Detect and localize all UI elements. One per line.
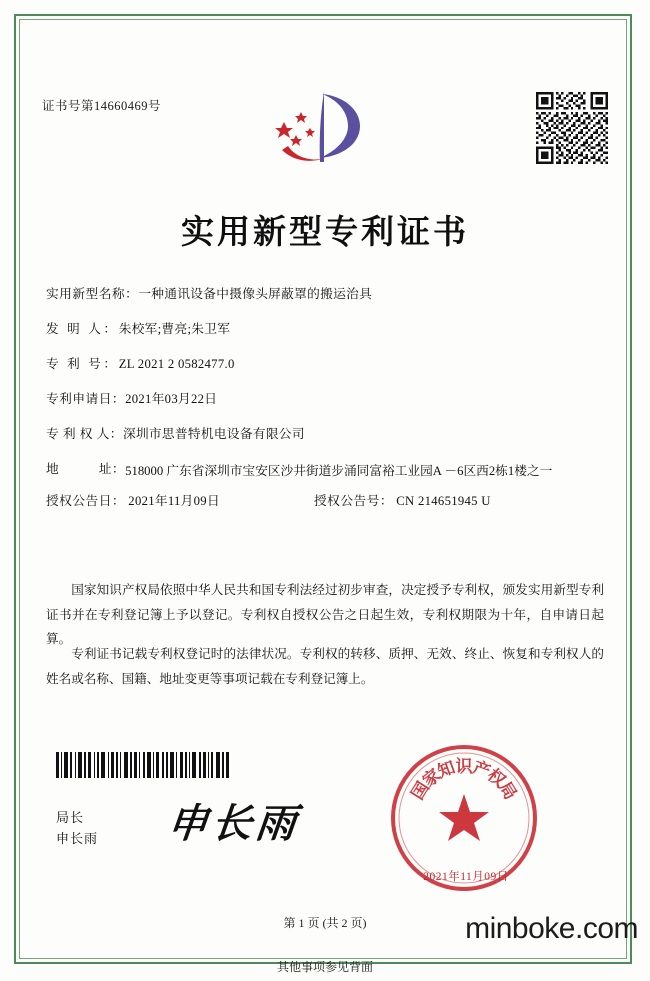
field-value: CN 214651945 U	[396, 493, 491, 508]
svg-text:家: 家	[419, 765, 445, 791]
svg-text:知: 知	[435, 757, 458, 782]
svg-text:国: 国	[407, 778, 433, 803]
field-value: 2021年03月22日	[125, 392, 218, 407]
field-row-inventor	[46, 320, 606, 339]
director-name: 申长雨	[56, 830, 99, 846]
body-paragraph-1: 国家知识产权局依照中华人民共和国专利法经过初步审查，决定授予专利权，颁发实用新型专利证书并在专利登记簿上予以登记。专利权自授权公告之日起生效，专利权期限为十年，自申请日起算。	[46, 583, 604, 647]
svg-text:识: 识	[455, 757, 473, 776]
grant-number-group	[314, 492, 606, 511]
field-value: 2021年11月09日	[128, 493, 220, 508]
body-paragraph-2: 专利证书记载专利权登记时的法律状况。专利权的转移、质押、无效、终止、恢复和专利权人的姓名或名称、国籍、地址变更等事项记载在专利登记簿上。	[46, 647, 604, 686]
svg-text:产: 产	[470, 757, 493, 782]
field-row-grant	[46, 492, 606, 511]
director-block	[56, 808, 98, 850]
field-row-patentee	[46, 425, 606, 444]
field-value: ZL 2021 2 0582477.0	[118, 357, 235, 372]
field-label: 专利申请日：	[46, 392, 126, 407]
field-row-patent-number	[46, 355, 606, 374]
page-number: 第 1 页 (共 2 页)	[283, 916, 367, 930]
seal-date: 2021年11月09日	[423, 871, 509, 883]
page-title: 实用新型专利证书	[181, 215, 469, 251]
footnote: 其他事项参见背面	[276, 960, 373, 974]
cnipa-logo-icon	[268, 88, 380, 168]
certificate-number: 证书号第14660469号	[42, 99, 162, 113]
field-value: 深圳市思普特机电设备有限公司	[122, 427, 305, 442]
field-label: 实用新型名称：	[46, 287, 139, 301]
field-value: 一种通讯设备中摄像头屏蔽罩的搬运治具	[138, 287, 373, 301]
field-label: 授权公告号：	[314, 493, 394, 508]
field-row-address	[46, 460, 606, 484]
svg-text:局: 局	[495, 778, 521, 803]
field-value: 朱校军;曹亮;朱卫军	[118, 322, 231, 337]
field-row-application-date	[46, 390, 606, 409]
field-label: 地 址：	[46, 462, 126, 477]
director-label: 局长	[56, 810, 85, 825]
field-label: 专 利 号：	[46, 357, 119, 372]
field-list	[46, 285, 606, 529]
field-label: 授权公告日：	[46, 493, 126, 508]
svg-text:权: 权	[483, 765, 509, 791]
grant-date-group	[46, 492, 314, 511]
field-label: 专 利 权 人：	[46, 427, 123, 442]
field-value: 518000 广东省深圳市宝安区沙井街道步涌同富裕工业园A －6区西2栋1楼之一	[125, 464, 553, 479]
field-label: 发 明 人：	[46, 322, 119, 337]
field-row-utility-model-name	[46, 285, 606, 304]
barcode-icon	[56, 752, 242, 778]
director-signature: 申长雨	[165, 801, 303, 846]
qr-code-icon	[536, 92, 608, 164]
watermark: minboke.com	[465, 912, 638, 945]
